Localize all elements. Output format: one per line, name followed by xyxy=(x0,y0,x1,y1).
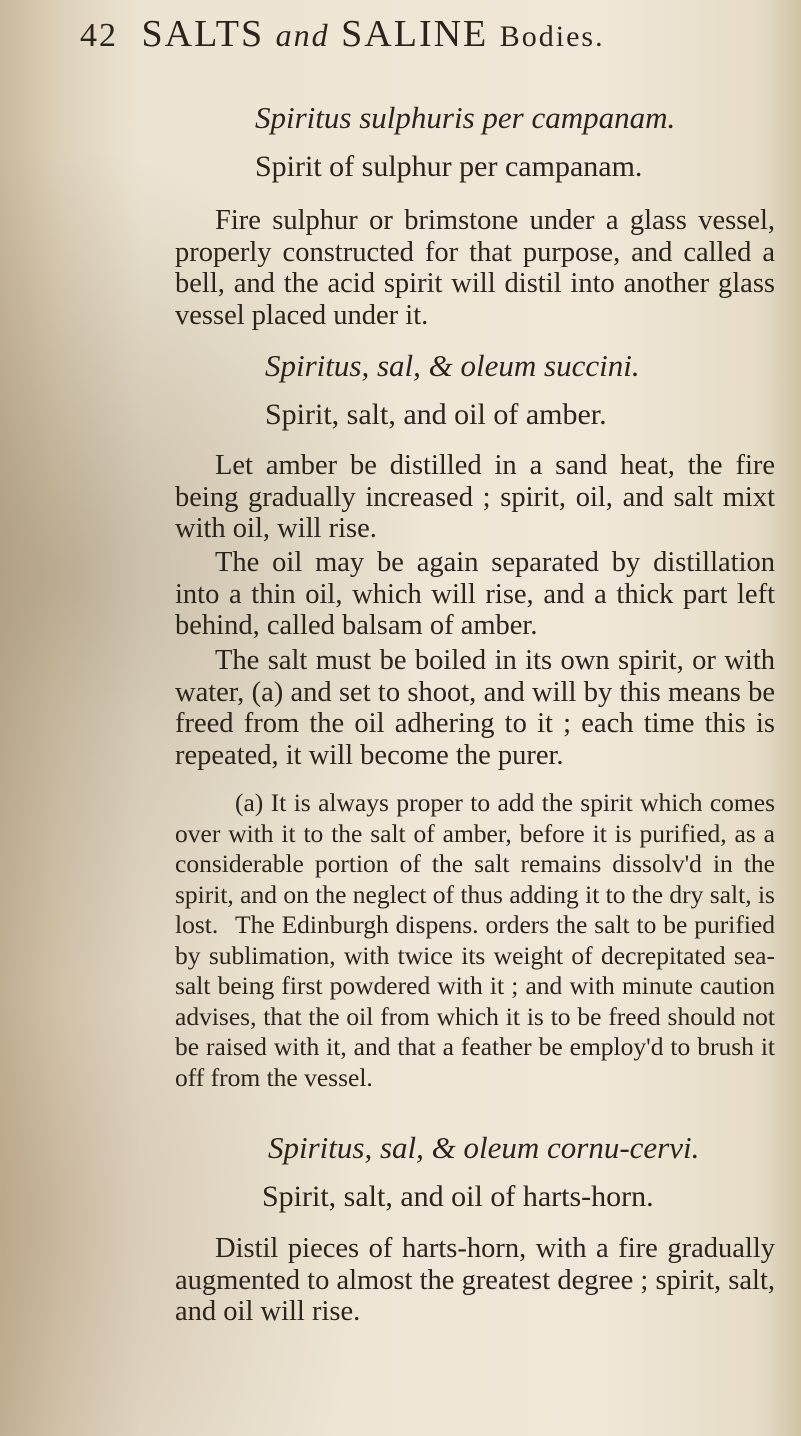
section-3-english-heading: Spirit, salt, and oil of harts-horn. xyxy=(262,1180,654,1213)
section-2-note-a: (a) It is always proper to add the spirit which comes over with it to the salt of amber, before it is purified, as a considerable portion of the salt remains dissolv'd in the spirit, and on the neglect of thus adding it to the dry salt, is lost. xyxy=(175,788,775,939)
section-3-paragraph-1: Distil pieces of harts-horn, with a fire gradually augmented to almost the greatest degree ; spirit, salt, and oil will rise. xyxy=(175,1233,775,1327)
section-3-latin-heading: Spiritus, sal, & oleum cornu-cervi. xyxy=(268,1130,700,1165)
header-title-salts: SALTS xyxy=(141,13,265,55)
running-header xyxy=(80,12,720,72)
header-title-bodies: Bodies. xyxy=(499,20,605,53)
header-title-and: and xyxy=(275,17,330,53)
section-2-paragraph-1: Let amber be distilled in a sand heat, the fire being gradually increased ; spirit, oil, and salt mixt with oil, will rise. xyxy=(175,450,775,544)
section-2-latin-heading: Spiritus, sal, & oleum succini. xyxy=(265,348,640,383)
page-number: 42 xyxy=(80,17,118,54)
section-2-english-heading: Spirit, salt, and oil of amber. xyxy=(265,398,607,431)
section-2-paragraph-3: The salt must be boiled in its own spirit, or with water, (a) and set to shoot, and will by this means be freed from the oil adhering to it ; each time this is repeated, it will become the purer. xyxy=(175,645,775,771)
section-1-paragraph-1: Fire sulphur or brimstone under a glass vessel, properly constructed for that purpose, and called a bell, and the acid spirit will distil into another glass vessel placed under it. xyxy=(175,205,775,331)
section-2-note-2: The Edinburgh dispens. orders the salt to be purified by sublimation, with twice its weight of decrepitated sea-salt being first powdered with it ; and with minute caution advises, that the oil from which it is to be freed should not be raised with it, and that a feather be employ'd to brush it off from the vessel. xyxy=(175,910,775,1092)
section-1-english-heading: Spirit of sulphur per campanam. xyxy=(255,150,643,183)
header-title-saline: SALINE xyxy=(341,13,489,55)
section-2-paragraph-2: The oil may be again separated by distillation into a thin oil, which will rise, and a thick part left behind, called balsam of amber. xyxy=(175,547,775,641)
section-1-latin-heading: Spiritus sulphuris per campanam. xyxy=(255,100,676,135)
